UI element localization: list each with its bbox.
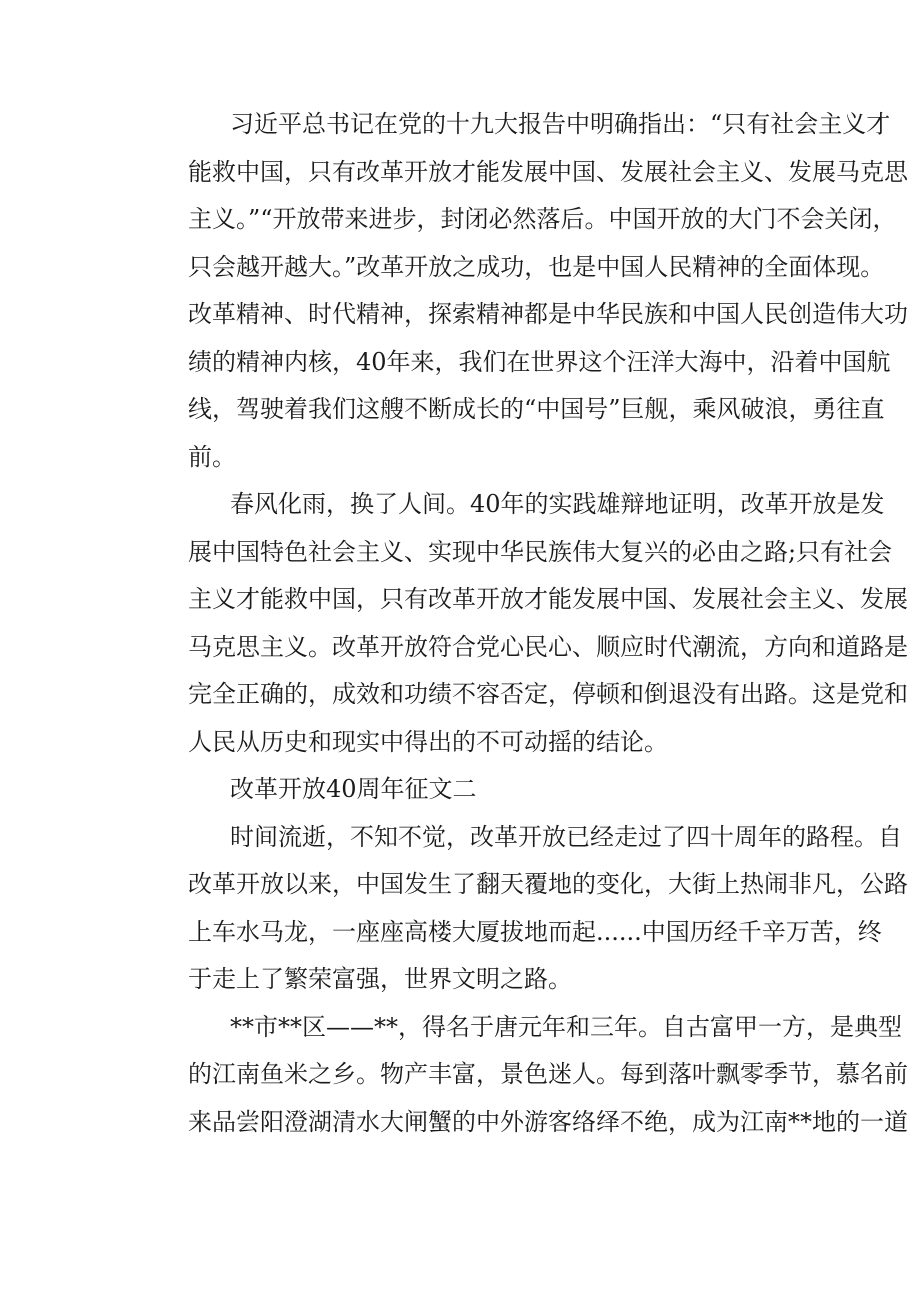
document-body (140, 101, 908, 1146)
paragraph-line: 完全正确的，成效和功绩不容否定，停顿和倒退没有出路。这是党和 (188, 680, 908, 708)
paragraph-3 (140, 814, 908, 1004)
paragraph-line: 只会越开越大。”改革开放之成功，也是中国人民精神的全面体现。 (188, 252, 885, 281)
paragraph-line: 线，驾驶着我们这艘不断成长的“中国号”巨舰，乘风破浪，勇往直 (188, 395, 885, 423)
paragraph-line: 的江南鱼米之乡。物产丰富，景色迷人。每到落叶飘零季节，慕名前 (188, 1060, 908, 1088)
section-heading-text: 改革开放40周年征文二 (230, 775, 477, 803)
paragraph-line: 人民从历史和现实中得出的不可动摇的结论。 (188, 727, 668, 756)
paragraph-2 (140, 481, 908, 766)
paragraph-line: 改革精神、时代精神，探索精神都是中华民族和中国人民创造伟大功 (188, 300, 908, 328)
paragraph-line: 习近平总书记在党的十九大报告中明确指出：“只有社会主义才 (230, 110, 891, 138)
paragraph-line: 上车水马龙，一座座高楼大厦拔地而起......中国历经千辛万苦，终 (188, 917, 882, 946)
paragraph-line: 于走上了繁荣富强，世界文明之路。 (188, 965, 572, 993)
paragraph-line: 前。 (188, 442, 236, 471)
paragraph-line: **市**区——**，得名于唐元年和三年。自古富甲一方，是典型 (230, 1012, 902, 1041)
paragraph-line: 能救中国，只有改革开放才能发展中国、发展社会主义、发展马克思 (188, 157, 908, 186)
paragraph-line: 展中国特色社会主义、实现中华民族伟大复兴的必由之路;只有社会 (188, 537, 893, 566)
paragraph-line: 主义才能救中国，只有改革开放才能发展中国、发展社会主义、发展 (188, 585, 908, 613)
paragraph-4 (140, 1004, 908, 1147)
paragraph-line: 时间流逝，不知不觉，改革开放已经走过了四十周年的路程。自 (230, 822, 902, 851)
paragraph-line: 改革开放以来，中国发生了翻天覆地的变化，大街上热闹非凡，公路 (188, 870, 908, 898)
paragraph-line: 主义。”“开放带来进步，封闭必然落后。中国开放的大门不会关闭， (188, 205, 897, 233)
paragraph-1 (140, 101, 908, 481)
paragraph-line: 来品尝阳澄湖清水大闸蟹的中外游客络绎不绝，成为江南**地的一道 (188, 1107, 908, 1136)
paragraph-line: 马克思主义。改革开放符合党心民心、顺应时代潮流，方向和道路是 (188, 632, 908, 661)
paragraph-line: 春风化雨，换了人间。40年的实践雄辩地证明，改革开放是发 (230, 490, 885, 518)
paragraph-line: 绩的精神内核，40年来，我们在世界这个汪洋大海中，沿着中国航 (188, 347, 891, 376)
section-heading (140, 766, 800, 814)
